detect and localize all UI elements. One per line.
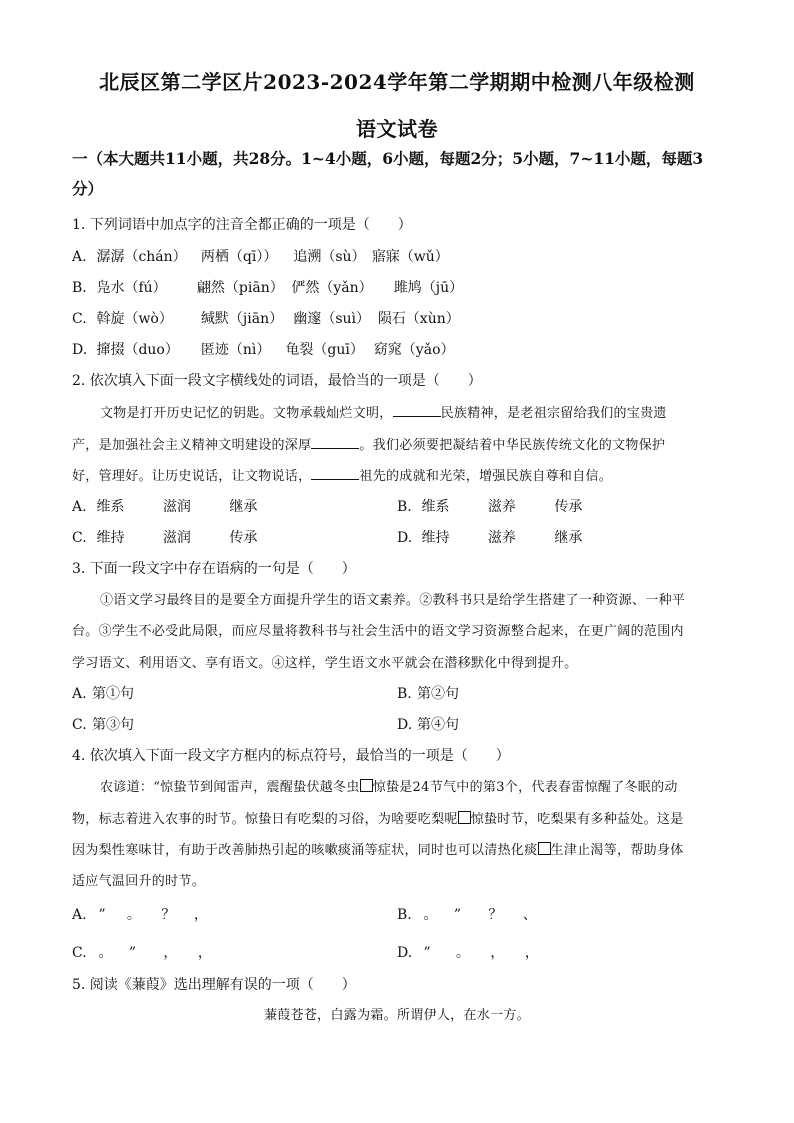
option-item: ， bbox=[524, 945, 539, 961]
option-label: A. bbox=[72, 686, 87, 702]
option-label: D. bbox=[397, 530, 413, 546]
option-item: 雎鸠（jū） bbox=[393, 280, 464, 296]
option-item: 。 bbox=[98, 945, 113, 961]
q1-option-d[interactable] bbox=[72, 339, 455, 359]
option-text: 第④句 bbox=[417, 717, 459, 733]
option-label: C. bbox=[72, 945, 87, 961]
q4-passage-line: 适应气温回升的时节。 bbox=[72, 874, 206, 889]
passage-text: 惊蛰是24节气中的第3个，代表春雷惊醒了冬眠的动 bbox=[372, 780, 678, 795]
section-heading: 一（本大题共11小题，共28分。1~4小题，6小题，每题2分；5小题，7~11小题，每题3分） bbox=[72, 149, 704, 198]
q1-option-b[interactable] bbox=[72, 277, 463, 297]
q2-option-a[interactable] bbox=[72, 496, 257, 516]
punctuation-box bbox=[360, 779, 373, 792]
option-item: 滋润 bbox=[162, 530, 191, 546]
q4-stem: 4. 依次填入下面一段文字方框内的标点符号，最恰当的一项是（ ） bbox=[72, 748, 510, 764]
option-item: 传承 bbox=[229, 530, 258, 546]
option-item: 两栖（qī）） bbox=[200, 249, 278, 265]
punctuation-box bbox=[538, 842, 551, 855]
option-item: 维持 bbox=[96, 530, 125, 546]
option-item: 滋养 bbox=[487, 499, 516, 515]
passage-text: 惊蛰时节，吃梨果有多种益处。这是 bbox=[470, 812, 684, 827]
option-label: C. bbox=[72, 530, 87, 546]
option-label: A. bbox=[72, 907, 87, 923]
q5-stem: 5. 阅读《蒹葭》选出理解有误的一项（ ） bbox=[72, 977, 356, 993]
option-item: 。 bbox=[455, 945, 470, 961]
passage-text: 好，管理好。让历史说话，让文物说话， bbox=[72, 469, 312, 484]
option-label: C. bbox=[72, 311, 87, 327]
option-item: 翩然（piān） bbox=[196, 280, 284, 296]
q1-option-a[interactable] bbox=[72, 246, 449, 266]
passage-text: 农谚道：“惊蛰节到闻雷声，震醒蛰伏越冬虫 bbox=[100, 780, 360, 795]
q3-passage-line: 学习语文、利用语文、享有语文。④这样，学生语文水平就会在潜移默化中得到提升。 bbox=[72, 656, 578, 671]
q3-stem: 3. 下面一段文字中存在语病的一句是（ ） bbox=[72, 561, 356, 577]
option-item: ” bbox=[423, 945, 431, 961]
exam-title: 北辰区第二学区片2023-2024学年第二学期期中检测八年级检测 bbox=[99, 70, 695, 94]
option-item: 幽邃（suì） bbox=[293, 311, 371, 327]
q2-passage-line bbox=[100, 402, 667, 421]
passage-text: 。我们必须要把凝结着中华民族传统文化的文物保护 bbox=[359, 438, 666, 453]
option-item: 缄默（jiān） bbox=[200, 311, 284, 327]
option-label: B. bbox=[397, 907, 412, 923]
q4-option-a[interactable] bbox=[72, 904, 208, 924]
option-text: 第①句 bbox=[92, 686, 134, 702]
option-label: C. bbox=[72, 717, 87, 733]
q3-option-d[interactable] bbox=[397, 714, 459, 734]
q4-passage-line bbox=[72, 808, 684, 827]
fill-blank bbox=[393, 404, 441, 417]
fill-blank bbox=[311, 436, 359, 449]
q3-passage-line: 台。③学生不必受此局限，而应尽量将教科书与社会生活中的语文学习资源整合起来，在更广阔的范围内 bbox=[72, 624, 684, 639]
option-text: 第②句 bbox=[417, 686, 459, 702]
q2-option-c[interactable] bbox=[72, 527, 257, 547]
option-item: ” bbox=[128, 945, 137, 961]
q1-stem: 1. 下列词语中加点字的注音全都正确的一项是（ ） bbox=[72, 217, 412, 233]
option-label: A. bbox=[72, 249, 87, 265]
punctuation-box bbox=[458, 811, 471, 824]
option-item: 维系 bbox=[421, 499, 450, 515]
q4-option-d[interactable] bbox=[397, 942, 539, 962]
q4-passage-line bbox=[72, 839, 684, 858]
option-item: 继承 bbox=[229, 499, 258, 515]
option-item: ， bbox=[163, 945, 178, 961]
option-item: ， bbox=[197, 945, 212, 961]
option-item: 俨然（yǎn） bbox=[291, 280, 373, 296]
passage-text: 文物是打开历史记忆的钥匙。文物承载灿烂文明， bbox=[100, 406, 393, 421]
option-label: D. bbox=[397, 945, 413, 961]
q4-option-b[interactable] bbox=[397, 904, 537, 924]
option-item: ” bbox=[453, 907, 462, 923]
option-item: 。 bbox=[126, 907, 141, 923]
passage-text: 祖先的成就和光荣，增强民族自尊和自信。 bbox=[359, 469, 613, 484]
option-item: 寤寐（wǔ） bbox=[371, 249, 449, 265]
option-item: 。 bbox=[423, 907, 438, 923]
q4-passage-line bbox=[100, 776, 678, 795]
option-item: 滋润 bbox=[162, 499, 191, 515]
option-label: B. bbox=[397, 499, 412, 515]
q3-option-a[interactable] bbox=[72, 683, 134, 703]
option-item: 陨石（xùn） bbox=[377, 311, 460, 327]
option-item: 继承 bbox=[554, 530, 583, 546]
option-item: 斡旋（wò） bbox=[96, 311, 173, 327]
q3-option-c[interactable] bbox=[72, 714, 134, 734]
option-item: 龟裂（guī） bbox=[285, 342, 364, 358]
q2-option-b[interactable] bbox=[397, 496, 582, 516]
option-text: 第③句 bbox=[92, 717, 134, 733]
q2-passage-line bbox=[72, 434, 665, 453]
q2-option-d[interactable] bbox=[397, 527, 582, 547]
option-item: 窈窕（yǎo） bbox=[373, 342, 455, 358]
option-item: 传承 bbox=[554, 499, 583, 515]
passage-text: 物，标志着进入农事的时节。惊蛰日有吃梨的习俗，为啥要吃梨呢 bbox=[72, 812, 458, 827]
option-item: 凫水（fú） bbox=[96, 280, 167, 296]
passage-text: 生津止渴等，帮助身体 bbox=[550, 843, 684, 858]
q4-option-c[interactable] bbox=[72, 942, 212, 962]
option-item: 维持 bbox=[421, 530, 450, 546]
passage-text: 民族精神，是老祖宗留给我们的宝贵遗 bbox=[440, 406, 667, 421]
exam-subtitle: 语文试卷 bbox=[356, 117, 438, 141]
q1-option-c[interactable] bbox=[72, 308, 460, 328]
passage-text: 因为梨性寒味甘，有助于改善肺热引起的咳嗽痰涌等症状，同时也可以清热化痰 bbox=[72, 843, 538, 858]
option-label: B. bbox=[72, 280, 87, 296]
fill-blank bbox=[311, 467, 359, 480]
option-item: 滋养 bbox=[487, 530, 516, 546]
option-item: 追溯（sù） bbox=[293, 249, 366, 265]
option-label: D. bbox=[72, 342, 88, 358]
q2-passage-line bbox=[72, 465, 612, 484]
option-item: ？ bbox=[488, 907, 503, 923]
q3-passage-line: ①语文学习最终目的是要全方面提升学生的语文素养。②教科书只是给学生搭建了一种资源、一种平 bbox=[100, 593, 686, 608]
option-item: 匿迹（nì） bbox=[200, 342, 271, 358]
passage-text: 产，是加强社会主义精神文明建设的深厚 bbox=[72, 438, 312, 453]
option-item: ， bbox=[193, 907, 208, 923]
q2-stem: 2. 依次填入下面一段文字横线处的词语，最恰当的一项是（ ） bbox=[72, 373, 482, 389]
option-label: A. bbox=[72, 499, 87, 515]
option-item: 撺掇（duo） bbox=[96, 342, 179, 358]
q5-poem: 蒹葭苍苍，白露为霜。所谓伊人，在水一方。 bbox=[263, 1008, 530, 1023]
option-item: ， bbox=[490, 945, 505, 961]
option-label: B. bbox=[397, 686, 412, 702]
option-item: ？ bbox=[161, 907, 176, 923]
option-item: 维系 bbox=[96, 499, 125, 515]
option-item: 潺潺（chán） bbox=[96, 249, 187, 265]
option-label: D. bbox=[397, 717, 413, 733]
option-item: 、 bbox=[522, 907, 537, 923]
option-item: ” bbox=[98, 907, 106, 923]
q3-option-b[interactable] bbox=[397, 683, 459, 703]
